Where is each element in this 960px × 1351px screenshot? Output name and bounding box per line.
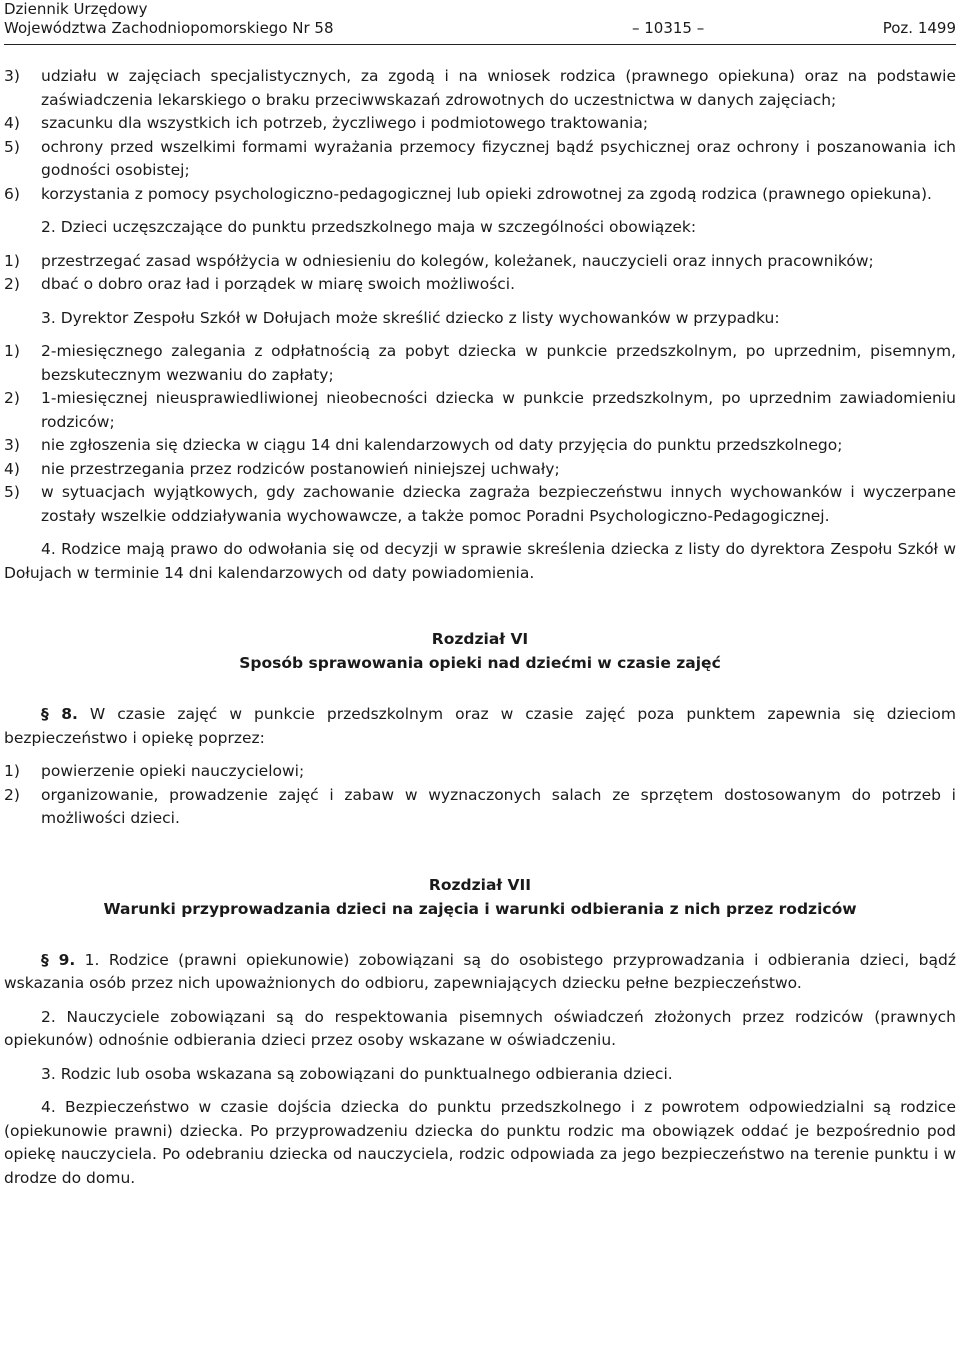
list-item-number: 3) — [4, 67, 20, 85]
list-item-text: przestrzegać zasad współżycia w odniesieniu do kolegów, koleżanek, nauczycieli oraz innych pracowników; — [41, 251, 874, 270]
list-item-text: dbać o dobro oraz ład i porządek w miarę swoich możliwości. — [41, 275, 516, 293]
duties-list — [4, 250, 956, 297]
list-item — [4, 760, 956, 784]
list-item-text: szacunku dla wszystkich ich potrzeb, życzliwego i podmiotowego traktowania; — [41, 114, 649, 132]
section-9-paragraph-4: 4. Bezpieczeństwo w czasie dojścia dziecka do punktu przedszkolnego i z powrotem odpowiedzialni są rodzice (opiekunowie prawni) dziecka. Po przyprowadzeniu dziecka do punktu rodzic ma obowiązek oddać je bezpośrednio pod opiekę nauczyciela. Po odebraniu dziecka od nauczyciela, rodzic odpowiada za jego bezpieczeństwo na terenie punktu i w drodze do domu. — [4, 1098, 956, 1187]
list-item — [4, 387, 956, 434]
section-mark: § 9. — [41, 950, 76, 969]
list-item — [4, 481, 956, 528]
header-row — [4, 19, 956, 38]
chapter-heading-7 — [4, 873, 956, 921]
list-item-number: 1) — [4, 762, 20, 780]
section-9 — [4, 949, 956, 996]
journal-title: Dziennik Urzędowy — [4, 0, 148, 18]
rights-list — [4, 65, 956, 206]
list-item-text: udziału w zajęciach specjalistycznych, za zgodą i na wniosek rodzica (prawnego opiekuna) oraz na podstawie zaświadczenia lekarskiego o braku przeciwwskazań zdrowotnych do uczestnictwa w danych zajęciach; — [41, 67, 956, 109]
list-item — [4, 250, 956, 274]
list-item-number: 3) — [4, 436, 20, 454]
page-number: – 10315 – — [631, 19, 705, 37]
journal-subtitle: Województwa Zachodniopomorskiego Nr 58 — [4, 19, 334, 37]
list-item-number: 2) — [4, 389, 20, 407]
chapter-title: Warunki przyprowadzania dzieci na zajęcia i warunki odbierania z nich przez rodziców — [103, 899, 857, 918]
list-item-number: 5) — [4, 483, 20, 501]
list-item-text: organizowanie, prowadzenie zajęć i zabaw w wyznaczonych salach ze sprzętem dostosowanym do potrzeb i możliwości dzieci. — [41, 785, 956, 827]
list-item — [4, 65, 956, 112]
list-item-text: 2-miesięcznego zalegania z odpłatnością za pobyt dziecka w punkcie przedszkolnym, po uprzednim, pisemnym, bezskutecznym wezwaniu do zapłaty; — [41, 342, 956, 384]
paragraph-2: 2. Dzieci uczęszczające do punktu przedszkolnego maja w szczególności obowiązek: — [41, 218, 697, 236]
list-item — [4, 183, 956, 207]
section-9-paragraph-3: 3. Rodzic lub osoba wskazana są zobowiązani do punktualnego odbierania dzieci. — [41, 1064, 673, 1083]
chapter-heading-6 — [4, 627, 956, 675]
list-item-number: 1) — [4, 342, 20, 360]
section-8 — [4, 703, 956, 750]
list-item-number: 2) — [4, 785, 20, 804]
care-list — [4, 760, 956, 831]
list-item-text: nie przestrzegania przez rodziców postanowień niniejszej uchwały; — [41, 459, 560, 478]
paragraph-4: 4. Rodzice mają prawo do odwołania się od decyzji w sprawie skreślenia dziecka z listy do dyrektora Zespołu Szkół w Dołujach w terminie 14 dni kalendarzowych od daty powiadomienia. — [4, 540, 956, 582]
list-item — [4, 434, 956, 458]
list-item — [4, 273, 956, 297]
paragraph-3: 3. Dyrektor Zespołu Szkół w Dołujach może skreślić dziecko z listy wychowanków w przypadku: — [41, 308, 780, 327]
list-item-text: 1-miesięcznej nieusprawiedliwionej nieobecności dziecka w punkcie przedszkolnym, po uprzednim zawiadomieniu rodziców; — [41, 389, 956, 431]
list-item-text: ochrony przed wszelkimi formami wyrażania przemocy fizycznej bądź psychicznej oraz ochrony i poszanowania ich godności osobistej; — [41, 137, 956, 179]
chapter-label: Rozdział VI — [431, 630, 529, 648]
chapter-title: Sposób sprawowania opieki nad dziećmi w czasie zajęć — [239, 654, 721, 672]
list-item-text: korzystania z pomocy psychologiczno-pedagogicznej lub opieki zdrowotnej za zgodą rodzica (prawnego opiekuna). — [41, 184, 932, 203]
list-item — [4, 112, 956, 136]
list-item-number: 2) — [4, 275, 20, 293]
list-item-number: 4) — [4, 114, 20, 132]
list-item — [4, 340, 956, 387]
list-item-text: w sytuacjach wyjątkowych, gdy zachowanie dziecka zagraża bezpieczeństwu innych wychowanków i wyczerpane zostały wszelkie oddziaływania wychowawcze, a także pomoc Poradni Psychologiczno-Pedagogicznej. — [41, 483, 956, 525]
list-item-number: 1) — [4, 251, 20, 270]
list-item — [4, 784, 956, 831]
section-text: W czasie zajęć w punkcie przedszkolnym oraz w czasie zajęć poza punktem zapewnia się dzieciom bezpieczeństwo i opiekę poprzez: — [4, 705, 956, 747]
removal-cases-list — [4, 340, 956, 528]
list-item-number: 5) — [4, 137, 20, 156]
list-item — [4, 136, 956, 183]
section-text: 1. Rodzice (prawni opiekunowie) zobowiązani są do osobistego przyprowadzania i odbierania dzieci, bądź wskazania osób przez nich upoważnionych do odbioru, zapewniających dziecku pełne bezpieczeństwo. — [4, 950, 956, 992]
list-item — [4, 458, 956, 482]
list-item-number: 6) — [4, 184, 20, 203]
section-mark: § 8. — [41, 705, 78, 723]
document-body — [4, 45, 956, 1190]
page-header — [4, 0, 956, 45]
chapter-label: Rozdział VII — [428, 875, 532, 894]
position-number: Poz. 1499 — [882, 19, 956, 37]
list-item-number: 4) — [4, 459, 20, 478]
list-item-text: nie zgłoszenia się dziecka w ciągu 14 dni kalendarzowych od daty przyjęcia do punktu przedszkolnego; — [41, 436, 843, 454]
section-9-paragraph-2: 2. Nauczyciele zobowiązani są do respektowania pisemnych oświadczeń złożonych przez rodziców (prawnych opiekunów) odnośnie odbierania dzieci przez osoby wskazane w oświadczeniu. — [4, 1007, 956, 1049]
list-item-text: powierzenie opieki nauczycielowi; — [41, 762, 305, 780]
